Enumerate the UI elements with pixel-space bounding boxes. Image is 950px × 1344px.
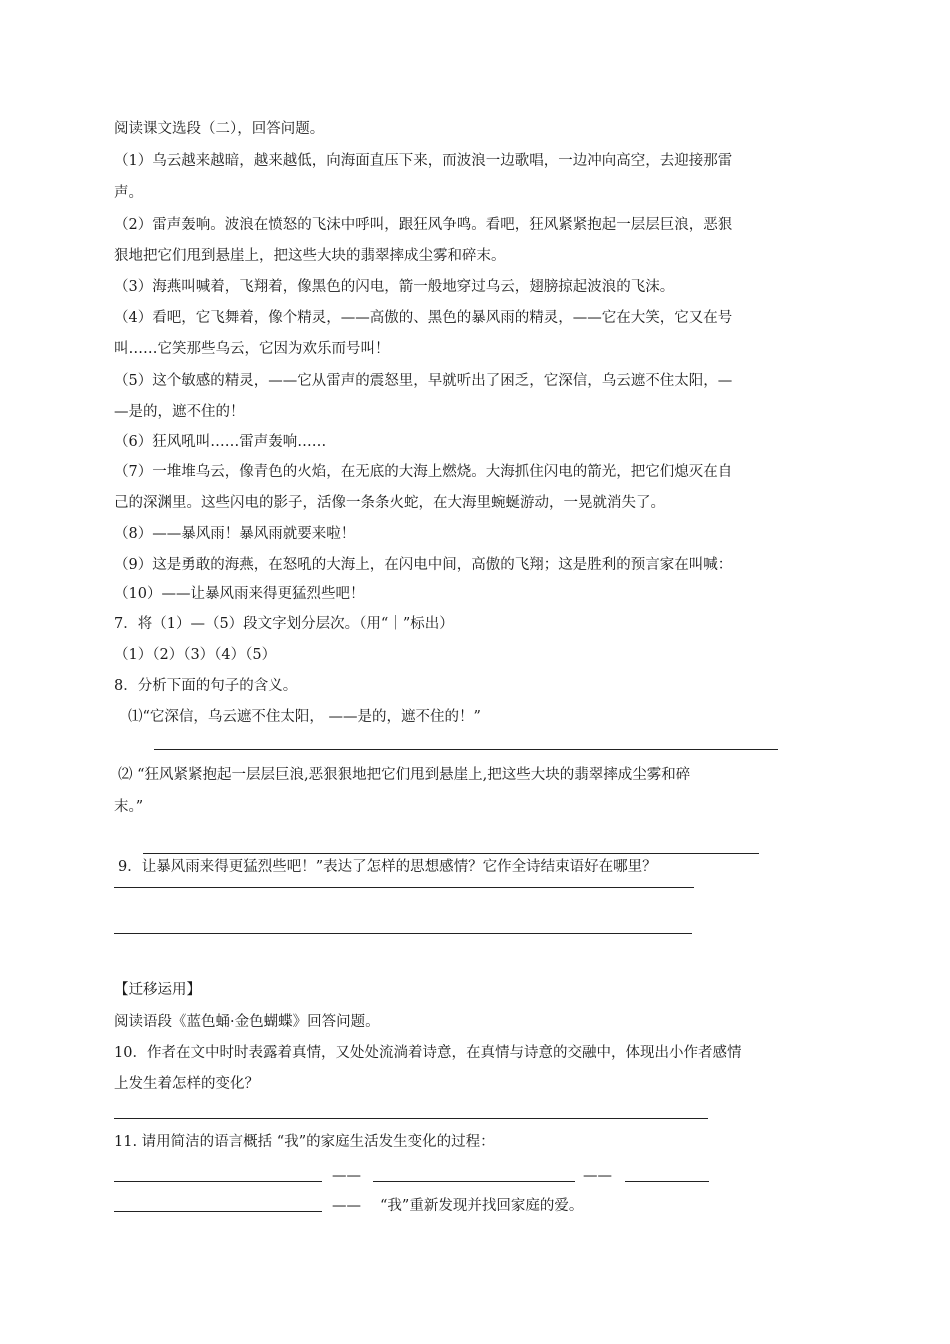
question-7-answer-line: （1）（2）（3）（4）（5） [114,647,277,663]
question-8-sub-2-cont: 末。” [114,799,144,815]
paragraph-line: （3）海燕叫喊着，飞翔着，像黑色的闪电，箭一般地穿过乌云，翅膀掠起波浪的飞沫。 [114,279,675,295]
answer-line [114,1118,708,1119]
paragraph-line: （7）一堆堆乌云，像青色的火焰，在无底的大海上燃烧。大海抓住闪电的箭光，把它们熄灭在自 [114,464,733,480]
answer-line [154,749,778,750]
question-11: 11. 请用简洁的语言概括 “我”的家庭生活发生变化的过程： [114,1134,495,1150]
question-8-sub-2: ⑵ “狂风紧紧抱起一层层巨浪,恶狠狠地把它们甩到悬崖上,把这些大块的翡翠摔成尘雾和碎 [118,767,691,783]
paragraph-line: （5）这个敏感的精灵，——它从雷声的震怒里，早就听出了困乏，它深信，乌云遮不住太阳，— [114,373,733,389]
answer-blank [373,1181,575,1182]
question-10-cont: 上发生着怎样的变化？ [114,1076,259,1092]
question-9: 9．让暴风雨来得更猛烈些吧！”表达了怎样的思想感情？它作全诗结束语好在哪里？ [118,859,657,875]
paragraph-line: 己的深渊里。这些闪电的影子，活像一条条火蛇，在大海里蜿蜒游动，一晃就消失了。 [114,495,665,511]
dash: —— [332,1168,361,1184]
paragraph-line: （1）乌云越来越暗，越来越低，向海面直压下来，而波浪一边歌唱，一边冲向高空，去迎接那雷 [114,153,733,169]
section-intro: 阅读语段《蓝色蛹·金色蝴蝶》回答问题。 [114,1014,380,1030]
question-11-ending: “我”重新发现并找回家庭的爱。 [380,1198,584,1214]
paragraph-line: （4）看吧，它飞舞着，像个精灵，——高傲的、黑色的暴风雨的精灵，——它在大笑，它又在号 [114,310,733,326]
paragraph-line: （9）这是勇敢的海燕，在怒吼的大海上，在闪电中间，高傲的飞翔；这是胜利的预言家在叫喊： [114,557,733,573]
dash: —— [332,1198,361,1214]
answer-blank [114,1181,322,1182]
answer-blank [114,1211,322,1212]
passage-intro: 阅读课文选段（二），回答问题。 [114,121,325,137]
question-10: 10．作者在文中时时表露着真情，又处处流淌着诗意，在真情与诗意的交融中，体现出小作者感情 [114,1045,742,1061]
paragraph-line: 声。 [114,185,143,201]
paragraph-line: 狠地把它们甩到悬崖上，把这些大块的翡翠摔成尘雾和碎末。 [114,248,506,264]
section-heading: 【迁移运用】 [114,982,201,998]
answer-blank [625,1181,709,1182]
paragraph-line: —是的，遮不住的！ [114,404,245,420]
answer-line [143,853,759,854]
paragraph-line: 叫……它笑那些乌云，它因为欢乐而号叫！ [114,341,390,357]
paragraph-line: （6）狂风吼叫……雷声轰响…… [114,434,327,450]
question-8: 8．分析下面的句子的含义。 [114,678,298,694]
answer-line [114,933,692,934]
question-8-sub-1: ⑴“它深信，乌云遮不住太阳， ——是的，遮不住的！” [128,709,481,725]
question-7: 7．将（1）—（5）段文字划分层次。（用“｜”标出） [114,616,454,632]
dash: —— [583,1168,612,1184]
paragraph-line: （2）雷声轰响。波浪在愤怒的飞沫中呼叫，跟狂风争鸣。看吧，狂风紧紧抱起一层层巨浪，恶狠 [114,217,733,233]
paragraph-line: （8）——暴风雨！暴风雨就要来啦！ [114,526,356,542]
paragraph-line: （10）——让暴风雨来得更猛烈些吧！ [114,586,365,602]
answer-line [114,887,694,888]
